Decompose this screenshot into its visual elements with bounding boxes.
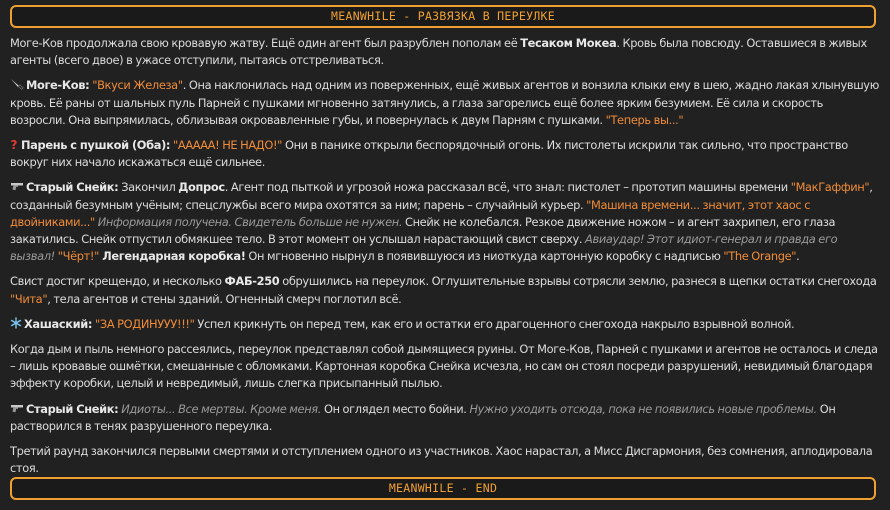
header-title: MEANWHILE - РАЗВЯЗКА В ПЕРЕУЛКЕ xyxy=(331,9,555,23)
paragraph-round-end: Третий раунд закончился первыми смертями и отступлением одного из участников. Хаос нарастал, а Мисс Дисгармония, без сомнения, аплодировала стоя. xyxy=(10,444,873,476)
question-mark-icon xyxy=(10,138,19,150)
paragraph-snake-exit: Старый Снейк: Идиоты... Все мертвы. Кроме меня. Он оглядел место бойни. Нужно уходить отсюда, пока не появились новые проблемы. Он растворился в тенях разрушенного переулка. xyxy=(10,401,836,433)
svg-text:?: ? xyxy=(10,138,18,151)
speaker-name: Старый Снейк: xyxy=(26,401,119,416)
snowflake-icon xyxy=(10,317,22,329)
paragraph-moge-kov: Моге-Ков: "Вкуси Железа". Она наклонилась над одним из поверженных, ещё живых агентов и вонзила клыки ему в шею, жадно лакая хлынувшую кровь. Её раны от шальных пуль Парней с пушками мгновенно затянулись, а глаза загорелись ещё более ярким безумием. Её сила и скорость возросли. Она выпрямилась, облизывая окровавленные губы, и повернулась к двум Парням с пушками. "Теперь вы..." xyxy=(10,78,879,127)
paragraph-hashasky: Хашаский: "ЗА РОДИНУУУ!!!" Успел крикнуть он перед тем, как его и остатки его драгоценного снегохода накрыло взрывной волной. xyxy=(10,316,880,333)
story-text xyxy=(10,35,880,483)
speaker-name: Хашаский: xyxy=(24,316,93,331)
knife-icon xyxy=(10,78,24,90)
paragraph-snake-interrogation: Старый Снейк: Закончил Допрос. Агент под пыткой и угрозой ножа рассказал всё, что знал: пистолет – прототип машины времени "МакГаффин", созданный безумным учёным; спецслужбы всего мира охотятся за ним; парень – случайный курьер. "Машина времени... значит, этот хаос с двойниками..." Информация получена. Свидетель больше не нужен. Снейк не колебался. Резкое движение ножом – и агент захрипел, его глаза закатились. Снейк отпустил обмякшее тело. В этот момент он услышал нарастающий свист сверху. Авиаудар! Этот идиот-генерал и правда его вызвал! "Чёрт!" Легендарная коробка! Он мгновенно нырнул в появившуюся из ниоткуда картонную коробку с надписью "The Orange". xyxy=(10,180,873,264)
speaker-name: Моге-Ков: xyxy=(26,78,90,93)
header-banner xyxy=(10,5,876,28)
gun-icon xyxy=(10,180,24,192)
footer-title: MEANWHILE - END xyxy=(388,481,498,495)
weapon-name: Тесаком Мокеа xyxy=(520,36,617,50)
paragraph-gun-guys: ? Парень с пушкой (Оба): "ААААА! НЕ НАДО!" Они в панике открыли беспорядочный огонь. Их пистолеты искрили так сильно, что пространство вокруг них начало искажаться ещё сильнее. xyxy=(10,138,848,170)
paragraph-airstrike: Свист достиг крещендо, и несколько ФАБ-250 обрушились на переулок. Оглушительные взрывы сотрясли землю, разнеся в щепки остатки снегохода "Чита", тела агентов и стены зданий. Огненный смерч поглотил всё. xyxy=(10,274,877,306)
gun-icon xyxy=(10,402,24,414)
paragraph-aftermath: Когда дым и пыль немного рассеялись, переулок представлял собой дымящиеся руины. От Моге-Ков, Парней с пушками и агентов не осталось и следа – лишь кровавые ошмётки, смешанные с обломками. Картонная коробка Снейка исчезла, но сам он стоял посреди разрушений, невидимый благодаря эффекту коробки, целый и невредимый, лишь слегка присыпанный пылью. xyxy=(10,342,878,391)
speaker-name: Парень с пушкой (Оба): xyxy=(21,138,171,153)
paragraph-intro: Моге-Ков продолжала свою кровавую жатву. Ещё один агент был разрублен пополам её Тесаком Мокеа. Кровь была повсюду. Оставшиеся в живых агенты (всего двое) в ужасе отступили, пытаясь отстреливаться. xyxy=(10,36,867,68)
footer-banner xyxy=(10,477,876,500)
speaker-name: Старый Снейк: xyxy=(26,180,119,195)
